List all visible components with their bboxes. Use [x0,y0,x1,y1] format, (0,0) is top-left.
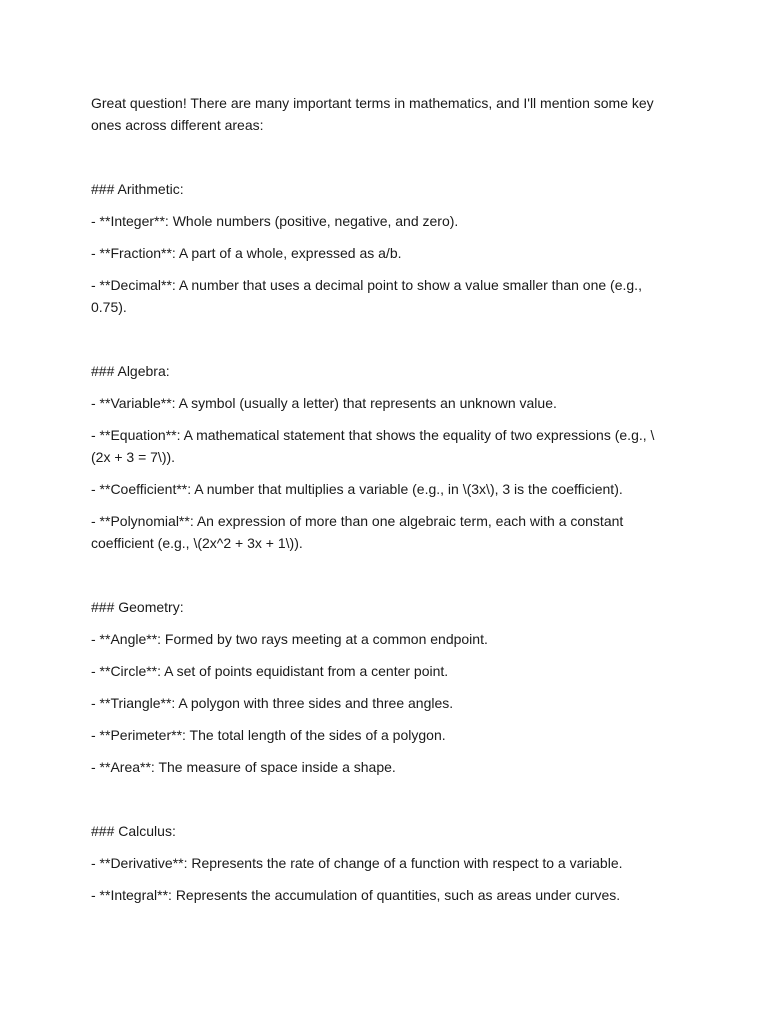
list-item: - **Angle**: Formed by two rays meeting at a common endpoint. [91,631,488,647]
list-item: - **Integral**: Represents the accumulation of quantities, such as areas under curves. [91,887,621,903]
section-geometry [91,596,671,778]
list-item: - **Coefficient**: A number that multiplies a variable (e.g., in \(3x\), 3 is the coefficient). [91,481,623,497]
section-heading: ### Arithmetic: [91,181,184,197]
section-heading: ### Algebra: [91,363,170,379]
list-item: - **Decimal**: A number that uses a decimal point to show a value smaller than one (e.g., 0.75). [91,277,646,315]
list-item: - **Area**: The measure of space inside a shape. [91,759,396,775]
section-algebra [91,360,671,554]
list-item: - **Variable**: A symbol (usually a letter) that represents an unknown value. [91,395,557,411]
section-heading: ### Geometry: [91,599,184,615]
list-item: - **Triangle**: A polygon with three sides and three angles. [91,695,454,711]
list-item: - **Circle**: A set of points equidistant from a center point. [91,663,449,679]
list-item: - **Polynomial**: An expression of more than one algebraic term, each with a constant coefficient (e.g., \(2x^2 + 3x + 1\)). [91,513,628,551]
list-item: - **Perimeter**: The total length of the sides of a polygon. [91,727,446,743]
intro-paragraph: Great question! There are many important terms in mathematics, and I'll mention some key ones across different areas: [91,95,658,133]
section-arithmetic [91,178,671,318]
document-body [91,92,671,916]
section-heading: ### Calculus: [91,823,176,839]
list-item: - **Integer**: Whole numbers (positive, negative, and zero). [91,213,459,229]
list-item: - **Equation**: A mathematical statement that shows the equality of two expressions (e.g., \(2x + 3 = 7\)). [91,427,655,465]
list-item: - **Derivative**: Represents the rate of change of a function with respect to a variable. [91,855,623,871]
section-calculus [91,820,671,906]
list-item: - **Fraction**: A part of a whole, expressed as a/b. [91,245,402,261]
